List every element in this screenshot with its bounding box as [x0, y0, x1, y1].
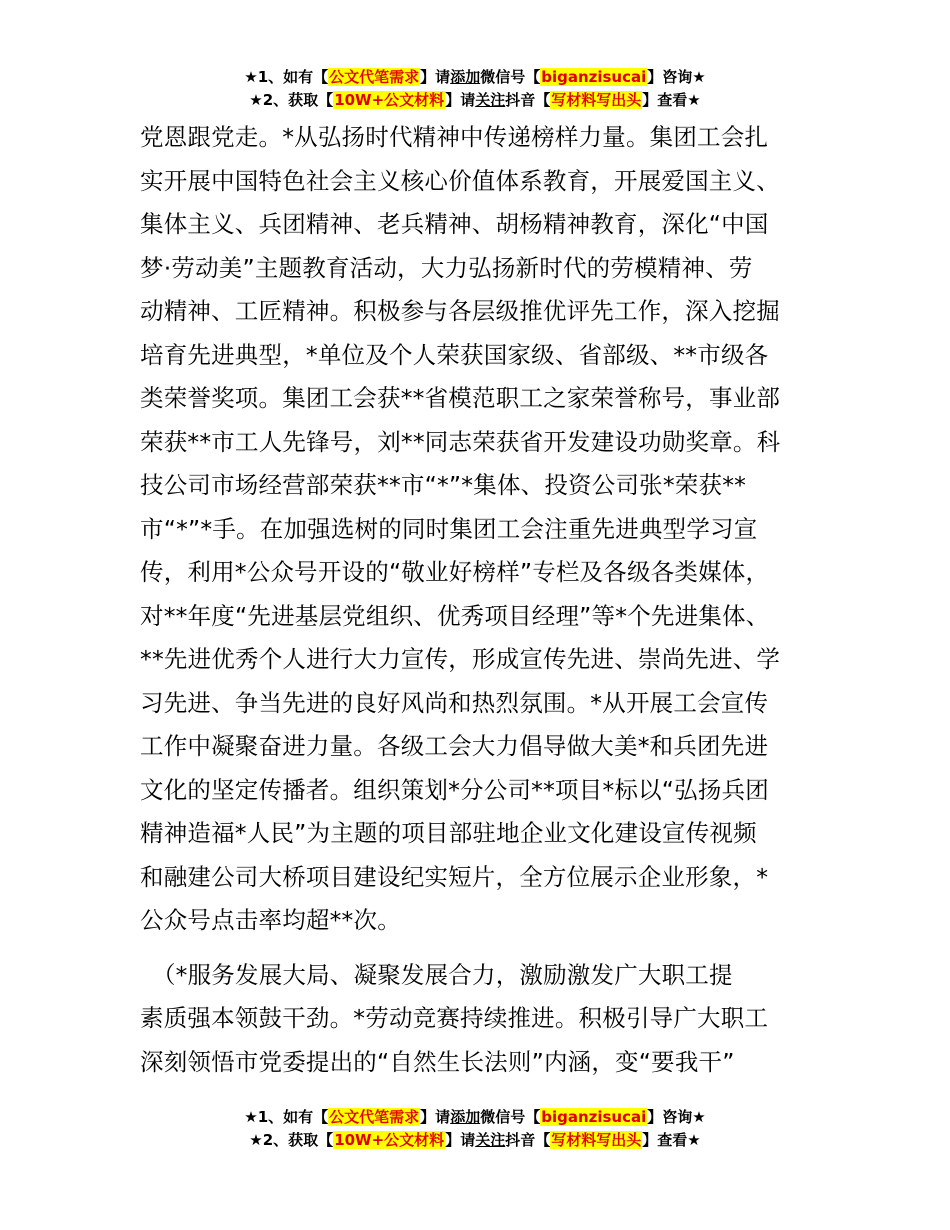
paragraph-2	[140, 954, 830, 1085]
paragraph-2-line: 素质强本领鼓干劲。*劳动竞赛持续推进。积极引导广大职工	[140, 1004, 769, 1032]
paragraph-1-line: 公众号点击率均超**次。	[140, 906, 401, 934]
document-body	[140, 116, 830, 1084]
footer-highlight-douyin-account: 写材料写出头	[551, 1131, 642, 1149]
header-line-2-prefix: ★2、获取【	[249, 91, 334, 109]
paragraph-1-line: 培育先进典型，*单位及个人荣获国家级、省部级、**市级各	[140, 340, 769, 369]
paragraph-1-line: 精神造福*人民”为主题的项目部驻地企业文化建设宣传视频	[140, 819, 757, 847]
paragraph-1-line: 集体主义、兵团精神、老兵精神、胡杨精神教育，深化“中国	[140, 210, 769, 238]
header-line-2-text-2: 抖音【	[505, 91, 551, 109]
header-underlined-add: 添加	[450, 68, 481, 86]
header-highlight-douyin-account: 写材料写出头	[551, 91, 642, 109]
footer-highlight-wechat-id: biganzisucai	[541, 1108, 647, 1126]
header-line-2-suffix: 】查看★	[642, 91, 701, 109]
paragraph-1-line: 工作中凝聚奋进力量。各级工会大力倡导做大美*和兵团先进	[140, 732, 769, 760]
paragraph-1-line: 党恩跟党走。*从弘扬时代精神中传递榜样力量。集团工会扎	[140, 123, 769, 151]
header-line-1-text-2: 微信号【	[480, 68, 541, 86]
footer-line-1-text-2: 微信号【	[480, 1108, 541, 1126]
paragraph-1-line: 类荣誉奖项。集团工会获**省模范职工之家荣誉称号，事业部	[140, 384, 781, 412]
header-line-1-text: 】请	[420, 68, 451, 86]
header-line-1-prefix: ★1、如有【	[244, 68, 329, 86]
paragraph-1-line: 市“*”*手。在加强选树的同时集团工会注重先进典型学习宣	[140, 514, 758, 543]
paragraph-1-line: **先进优秀个人进行大力宣传，形成宣传先进、崇尚先进、学	[140, 645, 781, 673]
header-line-1-suffix: 】咨询★	[647, 68, 706, 86]
paragraph-1-line: 荣获**市工人先锋号，刘**同志荣获省开发建设功勋奖章。科	[140, 427, 781, 456]
header-highlight-materials: 10W+公文材料	[334, 91, 445, 109]
paragraph-1-line: 传，利用*公众号开设的“敬业好榜样”专栏及各级各类媒体，	[140, 558, 770, 586]
paragraph-1-line: 梦·劳动美”主题教育活动，大力弘扬新时代的劳模精神、劳	[140, 253, 753, 282]
footer-line-2-text: 】请	[445, 1131, 476, 1149]
paragraph-1-line: 实开展中国特色社会主义核心价值体系教育，开展爱国主义、	[140, 166, 780, 195]
footer-line-2-prefix: ★2、获取【	[249, 1131, 334, 1149]
header-line-2	[0, 89, 950, 112]
paragraph-2-line: （*服务发展大局、凝聚发展合力，激励激发广大职工提	[140, 960, 733, 989]
footer-line-2-text-2: 抖音【	[505, 1131, 551, 1149]
footer-line-1-text: 】请	[420, 1108, 451, 1126]
footer-highlight-service: 公文代笔需求	[329, 1108, 420, 1126]
header-line-2-text: 】请	[445, 91, 476, 109]
header-line-1	[0, 66, 950, 89]
footer-underlined-follow: 关注	[475, 1131, 506, 1149]
paragraph-1-line: 对**年度“先进基层党组织、优秀项目经理”等*个先进集体、	[140, 601, 770, 630]
paragraph-1-line: 文化的坚定传播者。组织策划*分公司**项目*标以“弘扬兵团	[140, 775, 769, 804]
footer-line-2-suffix: 】查看★	[642, 1131, 701, 1149]
header-highlight-service: 公文代笔需求	[329, 68, 420, 86]
header-underlined-follow: 关注	[475, 91, 506, 109]
paragraph-1-line: 和融建公司大桥项目建设纪实短片，全方位展示企业形象，*	[140, 862, 769, 891]
footer-line-1-prefix: ★1、如有【	[244, 1108, 329, 1126]
footer-highlight-materials: 10W+公文材料	[334, 1131, 445, 1149]
paragraph-2-line: 深刻领悟市党委提出的“自然生长法则”内涵，变“要我干”	[140, 1047, 735, 1076]
paragraph-1-line: 技公司市场经营部荣获**市“*”*集体、投资公司张*荣获**	[140, 471, 747, 499]
paragraph-1-line: 习先进、争当先进的良好风尚和热烈氛围。*从开展工会宣传	[140, 688, 769, 717]
header-banner	[0, 66, 950, 112]
header-highlight-wechat-id: biganzisucai	[541, 68, 647, 86]
footer-line-2	[0, 1129, 950, 1152]
paragraph-1	[140, 116, 830, 943]
paragraph-1-line: 动精神、工匠精神。积极参与各层级推优评先工作，深入挖掘	[140, 297, 780, 325]
footer-banner	[0, 1106, 950, 1152]
footer-line-1-suffix: 】咨询★	[647, 1108, 706, 1126]
footer-underlined-add: 添加	[450, 1108, 481, 1126]
footer-line-1	[0, 1106, 950, 1129]
